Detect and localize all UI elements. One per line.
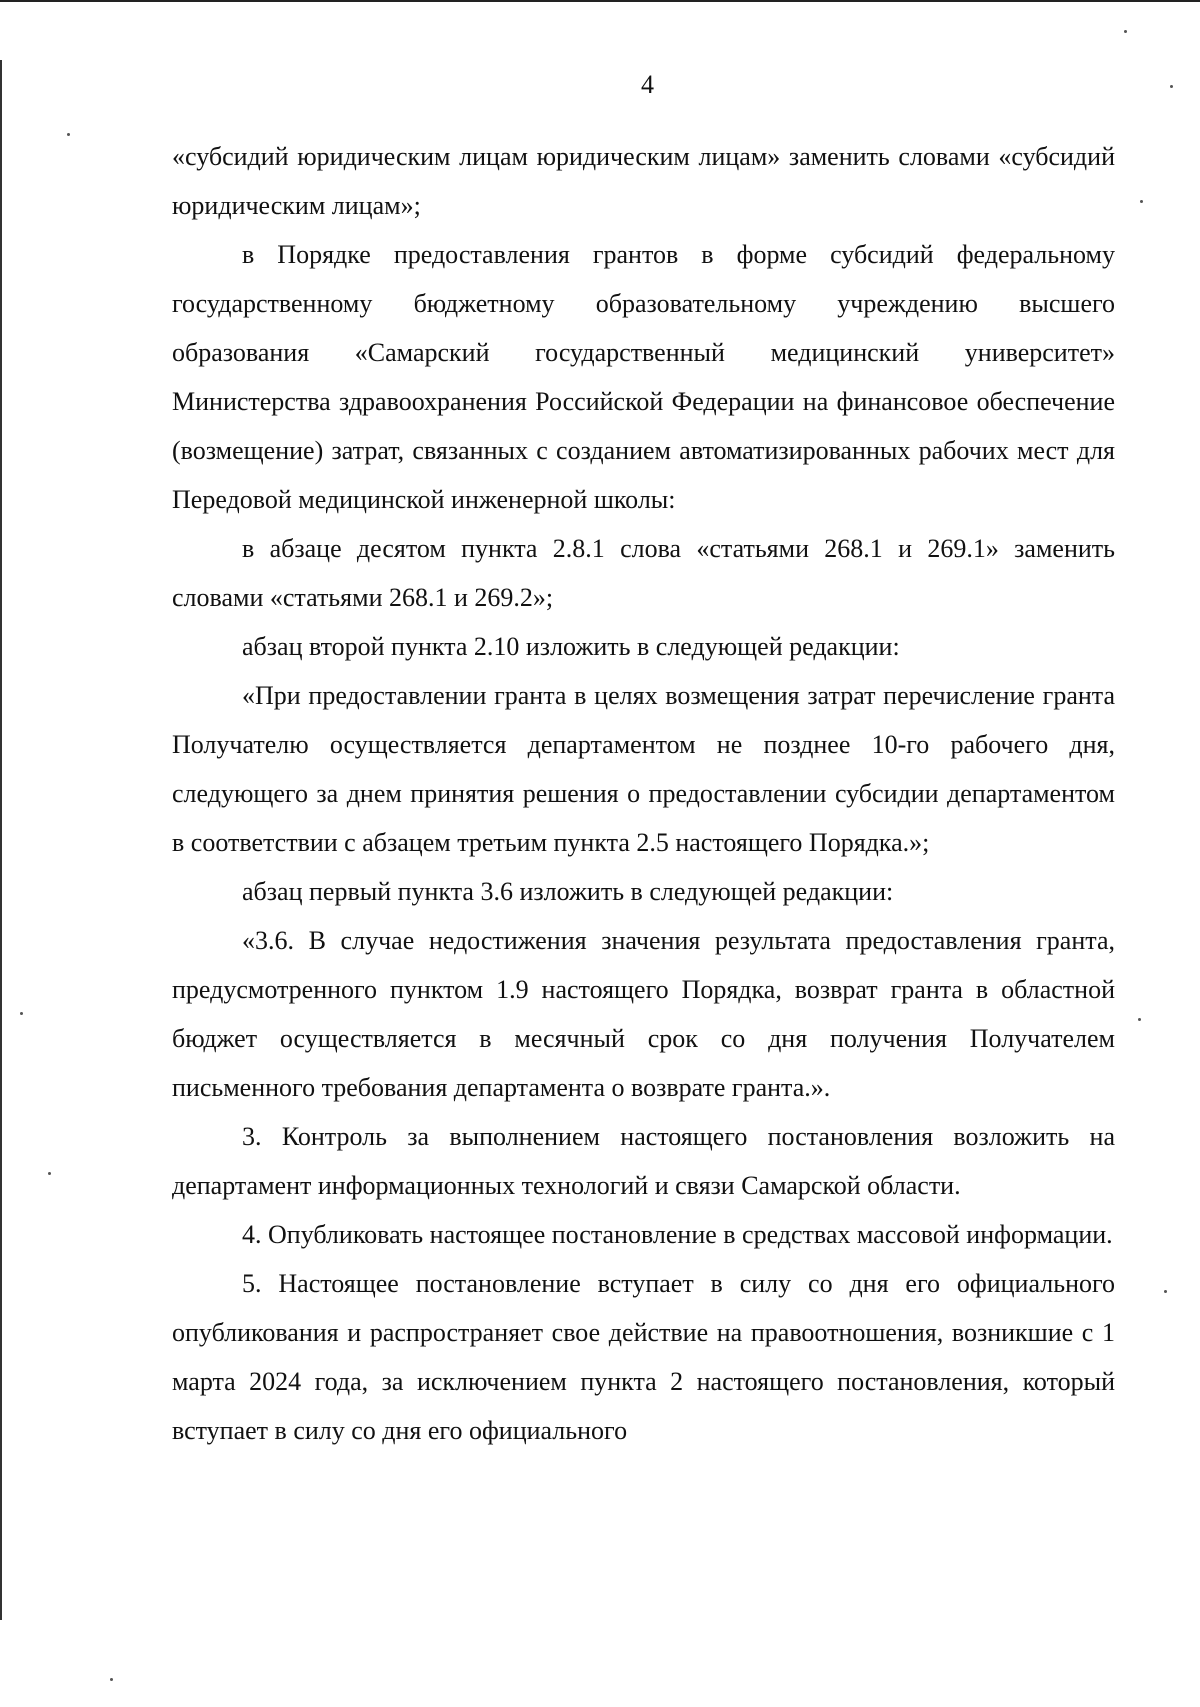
top-border-line <box>0 0 1200 2</box>
document-body <box>172 132 1115 1455</box>
paragraph: «3.6. В случае недостижения значения результата предоставления гранта, предусмотренного пунктом 1.9 настоящего Порядка, возврат гранта в областной бюджет осуществляется в месячный срок со дня получения Получателем письменного требования департамента о возврате гранта.». <box>172 926 1115 1102</box>
paragraph: «При предоставлении гранта в целях возмещения затрат перечисление гранта Получателю осуществляется департаментом не позднее 10-го рабочего дня, следующего за днем принятия решения о предоставлении субсидии департаментом в соответствии с абзацем третьим пункта 2.5 настоящего Порядка.»; <box>172 681 1115 857</box>
scan-speck <box>67 133 70 136</box>
left-border-line <box>0 60 2 1620</box>
paragraph: в абзаце десятом пункта 2.8.1 слова «статьями 268.1 и 269.1» заменить словами «статьями 268.1 и 269.2»; <box>172 534 1115 612</box>
scan-speck <box>48 1172 51 1175</box>
paragraph: «субсидий юридическим лицам юридическим лицам» заменить словами «субсидий юридическим лицам»; <box>172 142 1115 220</box>
paragraph: 5. Настоящее постановление вступает в силу со дня его официального опубликования и распространяет свое действие на правоотношения, возникшие с 1 марта 2024 года, за исключением пункта 2 настоящего постановления, который вступает в силу со дня его официального <box>172 1269 1115 1445</box>
scan-speck <box>20 1012 23 1015</box>
paragraph: 4. Опубликовать настоящее постановление в средствах массовой информации. <box>242 1220 1113 1249</box>
paragraph: 3. Контроль за выполнением настоящего постановления возложить на департамент информационных технологий и связи Самарской области. <box>172 1122 1115 1200</box>
paragraph: абзац второй пункта 2.10 изложить в следующей редакции: <box>242 632 900 661</box>
scan-speck <box>1138 1018 1141 1021</box>
paragraph: абзац первый пункта 3.6 изложить в следующей редакции: <box>242 877 894 906</box>
page-number: 4 <box>641 70 654 99</box>
scan-speck <box>110 1678 113 1681</box>
scan-speck <box>1140 200 1143 203</box>
scan-speck <box>1124 30 1127 33</box>
paragraph: в Порядке предоставления грантов в форме субсидий федеральному государственному бюджетному образовательному учреждению высшего образования «Самарский государственный медицинский университет» Министерства здравоохранения Российской Федерации на финансовое обеспечение (возмещение) затрат, связанных с созданием автоматизированных рабочих мест для Передовой медицинской инженерной школы: <box>172 240 1115 514</box>
scan-speck <box>1164 1290 1167 1293</box>
